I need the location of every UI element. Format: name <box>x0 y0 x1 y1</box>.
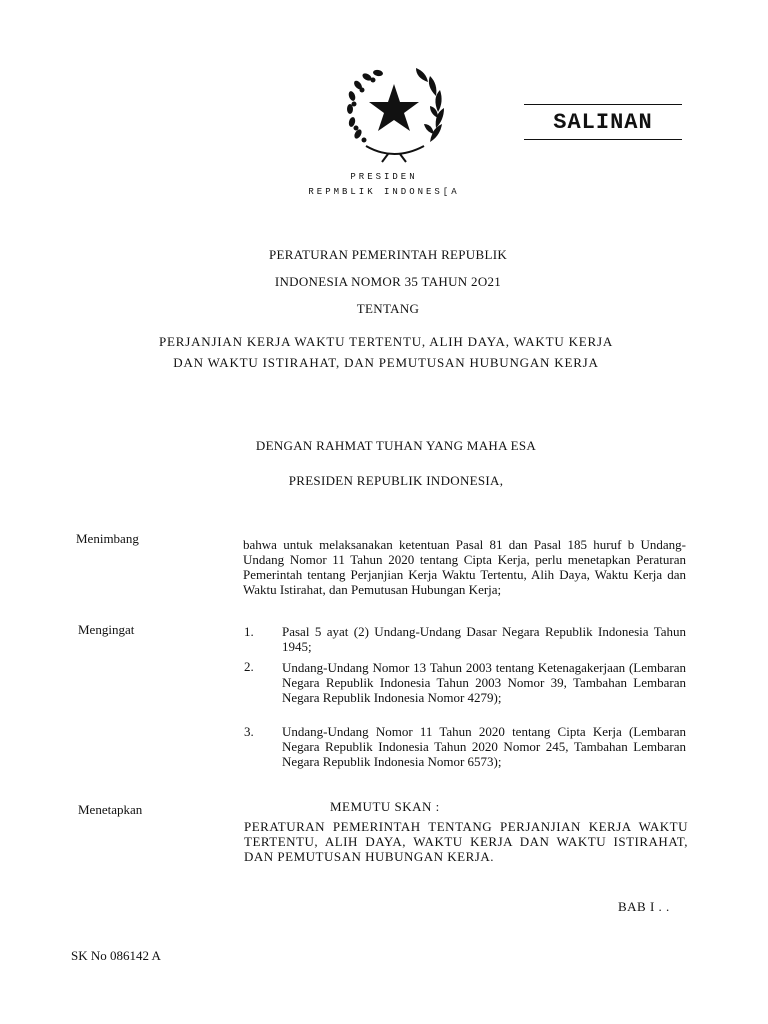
menetapkan-text: PERATURAN PEMERINTAH TENTANG PERJANJIAN KERJA WAKTU TERTENTU, ALIH DAYA, WAKTU KERJA DAN WAKTU ISTIRAHAT, DAN PEMUTUSAN HUBUNGAN KERJA. <box>244 819 688 864</box>
regulation-subject-line2: DAN WAKTU ISTIRAHAT, DAN PEMUTUSAN HUBUNGAN KERJA <box>173 355 599 370</box>
menimbang-label: Menimbang <box>76 531 139 546</box>
memutuskan-heading: MEMUTU SKAN : <box>330 799 440 814</box>
tentang-label: TENTANG <box>356 301 420 316</box>
mengingat-item-number: 3. <box>244 724 254 739</box>
mengingat-item-text: Undang-Undang Nomor 13 Tahun 2003 tentang Ketenagakerjaan (Lembaran Negara Republik Indonesia Tahun 2003 Nomor 39, Tambahan Lembaran Negara Republik Indonesia Nomor 4279); <box>282 660 686 705</box>
next-page-marker: BAB I . . <box>618 899 670 914</box>
presiden-header <box>0 170 768 200</box>
regulation-subject-line1: PERJANJIAN KERJA WAKTU TERTENTU, ALIH DAYA, WAKTU KERJA <box>158 334 614 349</box>
sk-number: SK No 086142 A <box>71 948 161 963</box>
garuda-star-emblem-icon <box>338 64 450 164</box>
regulation-title-line1: PERATURAN PEMERINTAH REPUBLIK <box>268 247 508 262</box>
mengingat-item-text: Undang-Undang Nomor 11 Tahun 2020 tentang Cipta Kerja (Lembaran Negara Republik Indonesia Tahun 2020 Nomor 245, Tambahan Lembaran Negara Republik Indonesia Nomor 6573); <box>282 724 686 769</box>
menimbang-text: bahwa untuk melaksanakan ketentuan Pasal 81 dan Pasal 185 huruf b Undang-Undang Nomor 11 Tahun 2020 tentang Cipta Kerja, perlu menetapkan Peraturan Pemerintah tentang Perjanjian Kerja Waktu Tertentu, Alih Daya, Waktu Kerja dan Waktu Istirahat, dan Pemutusan Hubungan Kerja; <box>243 537 686 597</box>
salinan-text: SALINAN <box>553 109 653 135</box>
mengingat-item-number: 1. <box>244 624 254 639</box>
rahmat-line: DENGAN RAHMAT TUHAN YANG MAHA ESA <box>255 438 537 453</box>
mengingat-item-number: 2. <box>244 659 254 674</box>
presiden-header-line2: REPMBLIK INDONES[A <box>308 187 460 197</box>
menetapkan-label: Menetapkan <box>78 802 143 817</box>
regulation-title-line2: INDONESIA NOMOR 35 TAHUN 2O21 <box>274 274 502 289</box>
salinan-stamp <box>524 104 682 140</box>
presiden-line: PRESIDEN REPUBLIK INDONESIA, <box>288 473 504 488</box>
mengingat-label: Mengingat <box>78 622 135 637</box>
mengingat-item-text: Pasal 5 ayat (2) Undang-Undang Dasar Negara Republik Indonesia Tahun 1945; <box>282 624 686 654</box>
presiden-header-line1: PRESIDEN <box>350 172 418 182</box>
